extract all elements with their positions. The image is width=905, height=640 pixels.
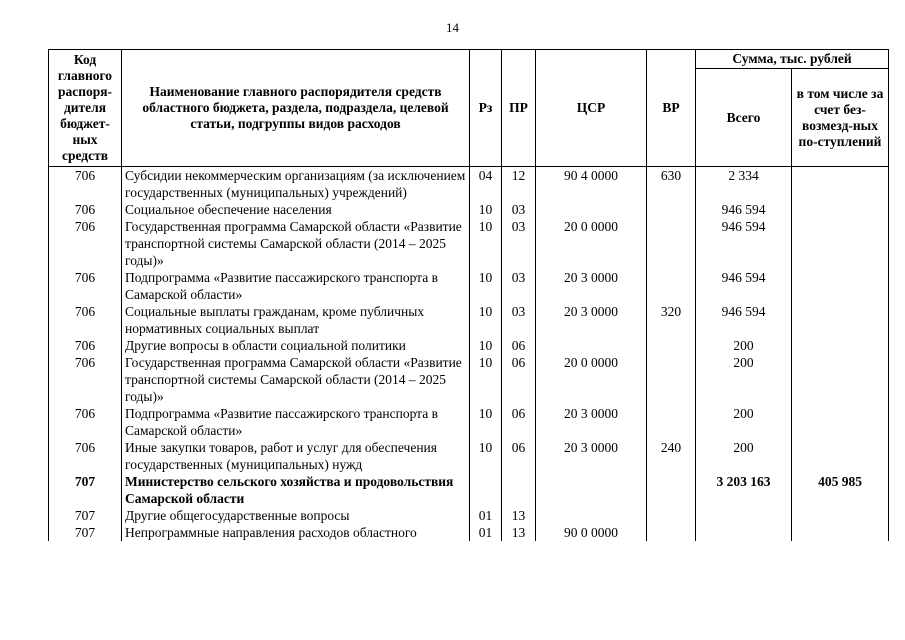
table-row: [49, 269, 889, 303]
cell-pr: 06: [502, 354, 536, 405]
table-row: [49, 405, 889, 439]
cell-grants: [792, 269, 889, 303]
cell-name: Государственная программа Самарской области «Развитие транспортной системы Самарской области (2014 – 2025 годы)»: [122, 354, 470, 405]
header-pr: ПР: [502, 50, 536, 167]
cell-pr: 13: [502, 507, 536, 524]
header-total: Всего: [696, 69, 792, 167]
table-row: [49, 473, 889, 507]
cell-total: 200: [696, 405, 792, 439]
cell-name: Социальные выплаты гражданам, кроме публичных нормативных социальных выплат: [122, 303, 470, 337]
header-vr: ВР: [647, 50, 696, 167]
header-code: Код главного распоря-дителя бюджет-ных средств: [49, 50, 122, 167]
cell-csr: 20 0 0000: [536, 218, 647, 269]
table-row: [49, 303, 889, 337]
cell-total: 946 594: [696, 303, 792, 337]
cell-csr: 20 3 0000: [536, 439, 647, 473]
table-header: [49, 50, 889, 167]
cell-grants: 405 985: [792, 473, 889, 507]
cell-total: 946 594: [696, 269, 792, 303]
cell-grants: [792, 405, 889, 439]
cell-rz: 01: [470, 507, 502, 524]
cell-csr: 20 0 0000: [536, 354, 647, 405]
cell-rz: 10: [470, 201, 502, 218]
cell-vr: [647, 201, 696, 218]
cell-grants: [792, 524, 889, 541]
cell-name: Непрограммные направления расходов областного: [122, 524, 470, 541]
cell-name: Государственная программа Самарской области «Развитие транспортной системы Самарской области (2014 – 2025 годы)»: [122, 218, 470, 269]
cell-total: 200: [696, 439, 792, 473]
budget-table: [48, 49, 889, 541]
cell-grants: [792, 303, 889, 337]
page-number: 14: [446, 20, 459, 35]
cell-total: [696, 507, 792, 524]
cell-rz: 10: [470, 439, 502, 473]
cell-total: 200: [696, 337, 792, 354]
cell-code: 706: [49, 269, 122, 303]
cell-pr: 03: [502, 269, 536, 303]
cell-code: 706: [49, 303, 122, 337]
cell-pr: 03: [502, 218, 536, 269]
cell-grants: [792, 201, 889, 218]
cell-csr: [536, 201, 647, 218]
table-row: [49, 507, 889, 524]
cell-code: 707: [49, 473, 122, 507]
cell-name: Иные закупки товаров, работ и услуг для обеспечения государственных (муниципальных) нужд: [122, 439, 470, 473]
cell-name: Другие общегосударственные вопросы: [122, 507, 470, 524]
cell-name: Подпрограмма «Развитие пассажирского транспорта в Самарской области»: [122, 269, 470, 303]
cell-total: [696, 524, 792, 541]
cell-code: 706: [49, 354, 122, 405]
cell-pr: 03: [502, 201, 536, 218]
cell-total: 3 203 163: [696, 473, 792, 507]
cell-name: Социальное обеспечение населения: [122, 201, 470, 218]
cell-code: 706: [49, 167, 122, 202]
header-rz: Рз: [470, 50, 502, 167]
cell-code: 706: [49, 405, 122, 439]
cell-grants: [792, 439, 889, 473]
cell-grants: [792, 507, 889, 524]
cell-rz: 10: [470, 354, 502, 405]
cell-total: 946 594: [696, 201, 792, 218]
table-row: [49, 167, 889, 202]
cell-code: 706: [49, 218, 122, 269]
cell-rz: 10: [470, 337, 502, 354]
cell-code: 706: [49, 337, 122, 354]
cell-name: Другие вопросы в области социальной политики: [122, 337, 470, 354]
cell-csr: [536, 473, 647, 507]
cell-rz: 10: [470, 405, 502, 439]
cell-csr: 20 3 0000: [536, 269, 647, 303]
cell-pr: [502, 473, 536, 507]
cell-vr: [647, 507, 696, 524]
cell-pr: 03: [502, 303, 536, 337]
header-csr: ЦСР: [536, 50, 647, 167]
cell-total: 200: [696, 354, 792, 405]
header-grants: в том числе за счет без-возмезд-ных по-ступлений: [792, 69, 889, 167]
table-row: [49, 439, 889, 473]
cell-name: Министерство сельского хозяйства и продовольствия Самарской области: [122, 473, 470, 507]
cell-csr: 20 3 0000: [536, 303, 647, 337]
cell-code: 706: [49, 201, 122, 218]
cell-vr: [647, 473, 696, 507]
cell-code: 707: [49, 507, 122, 524]
cell-vr: [647, 524, 696, 541]
header-sum-group: Сумма, тыс. рублей: [696, 50, 889, 69]
cell-name: Субсидии некоммерческим организациям (за исключением государственных (муниципальных) учреждений): [122, 167, 470, 202]
cell-rz: 01: [470, 524, 502, 541]
cell-rz: 04: [470, 167, 502, 202]
cell-rz: 10: [470, 303, 502, 337]
cell-vr: 240: [647, 439, 696, 473]
cell-csr: [536, 337, 647, 354]
cell-csr: 90 0 0000: [536, 524, 647, 541]
cell-csr: 20 3 0000: [536, 405, 647, 439]
cell-vr: [647, 218, 696, 269]
cell-grants: [792, 337, 889, 354]
table-row: [49, 524, 889, 541]
cell-vr: [647, 354, 696, 405]
table-row: [49, 337, 889, 354]
table-body: [49, 167, 889, 542]
table-row: [49, 218, 889, 269]
cell-csr: 90 4 0000: [536, 167, 647, 202]
cell-code: 707: [49, 524, 122, 541]
cell-rz: [470, 473, 502, 507]
table-row: [49, 354, 889, 405]
cell-code: 706: [49, 439, 122, 473]
cell-vr: 320: [647, 303, 696, 337]
cell-grants: [792, 354, 889, 405]
cell-pr: 06: [502, 439, 536, 473]
cell-rz: 10: [470, 218, 502, 269]
cell-total: 2 334: [696, 167, 792, 202]
header-name: Наименование главного распорядителя средств областного бюджета, раздела, подраздела, целевой статьи, подгруппы видов расходов: [122, 50, 470, 167]
cell-total: 946 594: [696, 218, 792, 269]
cell-vr: [647, 337, 696, 354]
cell-pr: 12: [502, 167, 536, 202]
cell-vr: [647, 405, 696, 439]
cell-vr: 630: [647, 167, 696, 202]
cell-pr: 06: [502, 337, 536, 354]
cell-rz: 10: [470, 269, 502, 303]
cell-pr: 13: [502, 524, 536, 541]
cell-grants: [792, 218, 889, 269]
cell-grants: [792, 167, 889, 202]
cell-pr: 06: [502, 405, 536, 439]
table-row: [49, 201, 889, 218]
cell-name: Подпрограмма «Развитие пассажирского транспорта в Самарской области»: [122, 405, 470, 439]
cell-vr: [647, 269, 696, 303]
cell-csr: [536, 507, 647, 524]
